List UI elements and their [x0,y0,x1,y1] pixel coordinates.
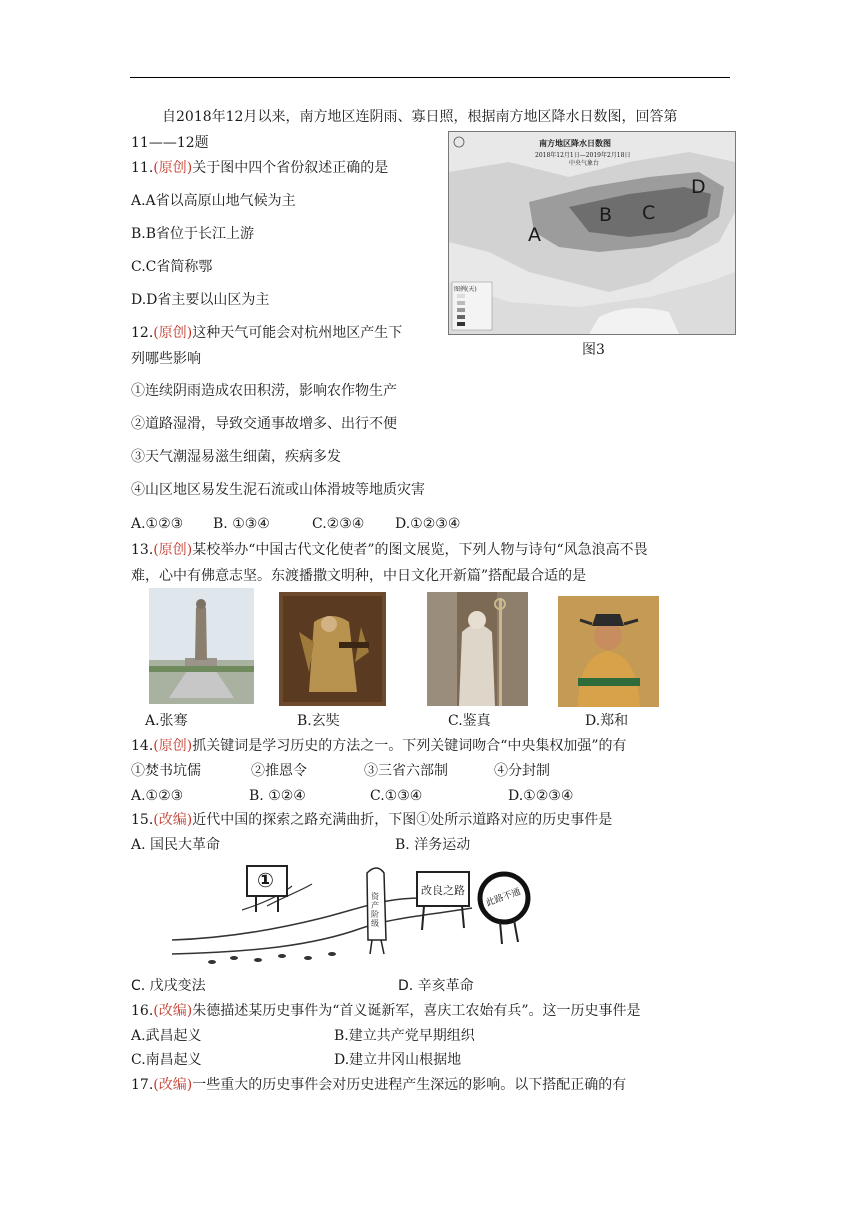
rainfall-map [448,131,736,335]
zhang-qian-statue-image [149,588,254,704]
q15-option-a: A. 国民大革命 [131,837,221,853]
q15-option-c: C. 戊戌变法 [131,978,206,994]
question-tag: (原创) [153,160,193,176]
q12-option-a: A.①②③ [131,516,184,532]
question-16 [131,1002,641,1020]
map-title: 南方地区降水日数图 [539,138,611,148]
q13-option-a: A.张骞 [145,713,188,729]
jianzhen-statue-image [427,592,528,706]
q12-item-3: ③天气潮湿易滋生细菌，疾病多发 [131,449,341,465]
q12-stem-cont: 列哪些影响 [131,351,201,367]
q11-option-c: C.C省简称鄂 [131,259,213,275]
question-tag: (改编) [153,812,193,828]
question-11 [131,159,388,177]
question-number: 13. [131,542,154,558]
q12-option-b: B. ①③④ [213,516,270,532]
q11-option-d: D.D省主要以山区为主 [131,292,270,308]
q13-stem-cont: 难，心中有佛意志坚。东渡播撒文明种，中日文化开新篇”搭配最合适的是 [131,568,587,584]
question-stem: 这种天气可能会对杭州地区产生下 [192,325,403,341]
road-sketch-image [172,858,532,968]
q12-item-1: ①连续阴雨造成农田积涝，影响农作物生产 [131,383,397,399]
sign-dead-end: 此路不通 [484,887,523,909]
question-tag: (原创) [153,325,193,341]
q12-item-4: ④山区地区易发生泥石流或山体滑坡等地质灾害 [131,482,425,498]
question-13 [131,541,648,559]
question-tag: (改编) [153,1003,193,1019]
q13-option-d: D.郑和 [585,713,629,729]
question-17 [131,1076,626,1094]
question-stem: 抓关键词是学习历史的方法之一。下列关键词吻合“中央集权加强”的有 [192,738,627,754]
q14-item-1: ①焚书坑儒 [131,763,201,779]
map-letter-b: B [599,204,613,226]
intro-text-cont: 11——12题 [131,135,209,151]
map-letter-c: C [642,202,656,224]
q14-item-4: ④分封制 [494,763,550,779]
q13-option-c: C.鉴真 [448,713,491,729]
q14-item-2: ②推恩令 [251,763,307,779]
question-stem: 朱德描述某历史事件为“首义诞新军，喜庆工农始有兵”。这一历史事件是 [192,1003,641,1019]
question-stem: 关于图中四个省份叙述正确的是 [192,160,389,176]
question-number: 11. [131,160,154,176]
question-number: 16. [131,1003,154,1019]
map-source: 中央气象台 [569,160,600,167]
sign-reform-road: 改良之路 [421,884,465,897]
question-number: 14. [131,738,154,754]
q14-item-3: ③三省六部制 [364,763,448,779]
header-rule [130,77,730,78]
q14-option-a: A.①②③ [131,788,184,804]
figure-caption: 图3 [582,342,605,358]
question-14 [131,737,627,755]
question-stem: 近代中国的探索之路充满曲折，下图①处所示道路对应的历史事件是 [192,812,613,828]
q16-option-b: B.建立共产党早期组织 [334,1028,475,1044]
q14-option-b: B. ①②④ [249,788,306,804]
question-stem: 某校举办“中国古代文化使者”的图文展览，下列人物与诗句“风急浪高不畏 [192,542,648,558]
figure-label: 资产阶级 [371,892,379,928]
q16-option-c: C.南昌起义 [131,1052,202,1068]
q11-option-b: B.B省位于长江上游 [131,226,255,242]
q13-option-b: B.玄奘 [297,713,340,729]
map-legend-title: 图例(天) [454,286,477,293]
map-subtitle: 2018年12月1日—2019年2月18日 [535,152,631,159]
q14-option-c: C.①③④ [370,788,423,804]
intro-text: 自2018年12月以来，南方地区连阴雨、寡日照，根据南方地区降水日数图，回答第 [162,109,678,125]
xuanzang-painting-image [279,592,386,706]
zheng-he-portrait-image [558,596,659,707]
q15-option-b: B. 洋务运动 [395,837,471,853]
q14-option-d: D.①②③④ [508,788,574,804]
q12-option-c: C.②③④ [312,516,365,532]
q12-option-d: D.①②③④ [395,516,461,532]
question-tag: (原创) [153,542,193,558]
question-stem: 一些重大的历史事件会对历史进程产生深远的影响。以下搭配正确的有 [192,1077,627,1093]
map-letter-d: D [691,176,706,198]
sign-number-1: ① [257,868,274,892]
q16-option-a: A.武昌起义 [131,1028,202,1044]
question-number: 17. [131,1077,154,1093]
q16-option-d: D.建立井冈山根据地 [334,1052,462,1068]
question-number: 12. [131,325,154,341]
q15-option-d: D. 辛亥革命 [398,978,474,994]
question-tag: (原创) [153,738,193,754]
question-tag: (改编) [153,1077,193,1093]
question-12 [131,324,402,342]
q12-item-2: ②道路湿滑，导致交通事故增多、出行不便 [131,416,397,432]
question-number: 15. [131,812,154,828]
map-letter-a: A [528,224,541,246]
q11-option-a: A.A省以高原山地气候为主 [131,193,296,209]
question-15 [131,811,612,829]
